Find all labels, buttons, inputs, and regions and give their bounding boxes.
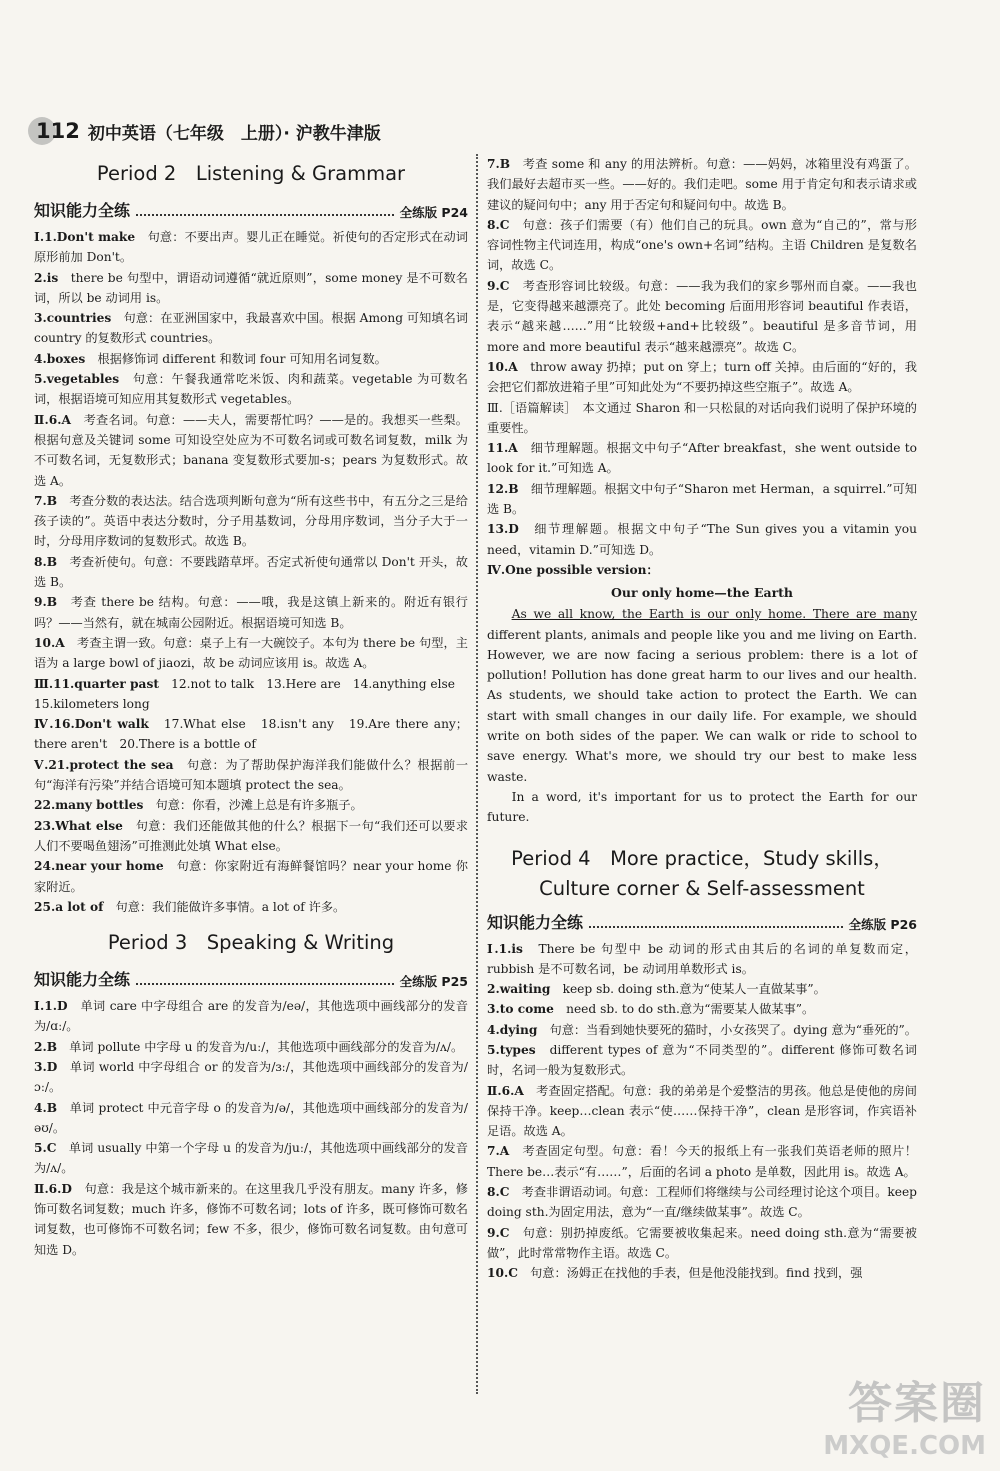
answer-entry: Ⅰ.1.D 单词 care 中字母组合 are 的发音为/eə/，其他选项中画线部分的发音为/ɑː/。 [34, 999, 468, 1034]
item-number: 7.A [487, 1144, 510, 1159]
item-number: Ⅲ.11.quarter past [34, 676, 159, 691]
answer-entry: Ⅱ.6.D 句意：我是这个城市新来的。在这里我几乎没有朋友。many 许多，修饰可数名词复数；much 许多，修饰不可数名词；lots of 许多，既可修饰可数名词复数，也可修饰不可数名词；few 不多，很少，修饰可数名词复数。由句意可知选 D。 [34, 1181, 468, 1257]
watermark-url: MXQE.COM [823, 1431, 986, 1461]
p3-answers [34, 996, 468, 1260]
item-number: 3.countries [34, 311, 112, 326]
section-ref: 全练版 P24 [399, 205, 468, 220]
item-number: 9.B [34, 595, 58, 610]
answer-entry: 7.A 考查固定句型。句意：看！今天的报纸上有一张我们英语老师的照片！There be…表示“有……”，后面的名词 a photo 是单数，因此用 is。故选 A。 [487, 1144, 917, 1179]
p4-section-header [487, 910, 917, 933]
essay-paragraph-2: In a word, it's important for us to protect the Earth for our future. [487, 789, 917, 825]
item-number: 4.dying [487, 1022, 538, 1037]
item-number: 5.C [34, 1141, 57, 1156]
period-2-title: Period 2 Listening & Grammar [96, 162, 406, 185]
answer-entry: 25.a lot of 句意：我们能做许多事情。a lot of 许多。 [34, 899, 346, 914]
answer-entry: 23.What else 句意：我们还能做其他的什么？根据下一句“我们还可以要求人们不要喝鱼翅汤”可推测此处填 What else。 [34, 818, 468, 853]
item-number: 5.vegetables [34, 372, 120, 387]
item-number: Ⅰ.1.D [34, 999, 68, 1014]
item-number: 3.to come [487, 1002, 554, 1017]
item-number: 23.What else [34, 818, 123, 833]
answer-entry: 9.C 考查形容词比较级。句意：——我为我们的家乡鄂州而自豪。——我也是，它变得越来越漂亮了。此处 becoming 后面用形容词 beautiful 作表语，表示“越来越……”用“比较级+and+比较级”。beautiful 是多音节词，用 more and more beautiful 表示“越来越漂亮”。故选 C。 [487, 278, 917, 354]
item-number: 5.types [487, 1042, 536, 1057]
section-ref: 全练版 P25 [399, 974, 468, 990]
item-number: 7.B [34, 493, 58, 508]
item-number: 10.A [34, 635, 65, 650]
item-number: Ⅱ.6.D [34, 1181, 72, 1196]
item-number: 7.B [487, 157, 511, 171]
essay-paragraph-1-rest: different plants, animals and people like you and me living on Earth. However, we are now facing a serious problem: there is a lot of pollution! Pollution has done great harm to our lives and our health. As students, we should take action to protect the Earth. We can start with small changes in our daily life. For example, we should write on both sides of the paper. We can walk or ride to school to save energy. What's more, we should try our best to make less waste. [487, 627, 917, 784]
answer-entry: Ⅱ.6.A 考查名词。句意：——夫人，需要帮忙吗？——是的。我想买一些梨。根据句意及关键词 some 可知设空处应为不可数名词或可数名词复数，milk 为不可数名词，无复数形式；banana 变复数形式要加-s；pears 为复数形式。故选 A。 [34, 412, 468, 488]
answer-entry: 13.D 细节理解题。根据文中句子“The Sun gives you a vitamin you need，vitamin D.”可知选 D。 [487, 522, 917, 557]
site-watermark [823, 1367, 986, 1461]
essay-title: Our only home—the Earth [610, 585, 794, 601]
answer-entry: 4.dying 句意：当看到她快要死的猫时，小女孩哭了。dying 意为“垂死的”。 [487, 1022, 917, 1037]
answer-entry: 4.B 单词 protect 中元音字母 o 的发音为/ə/，其他选项中画线部分的发音为/əʊ/。 [34, 1100, 468, 1135]
watermark-cn: 答案圈 [848, 1378, 986, 1429]
item-number: 8.C [487, 1185, 510, 1200]
answer-entry: 2.is there be 句型中，谓语动词遵循“就近原则”，some money 是不可数名词，所以 be 动词用 is。 [34, 270, 468, 305]
essay-underlined-sentence: As we all know, the Earth is our only home. There are many [511, 607, 917, 622]
essay-paragraph-1 [487, 604, 917, 787]
left-column [34, 154, 468, 1260]
answer-entry: 12.B 细节理解题。根据文中句子“Sharon met Herman，a squirrel.”可知选 B。 [487, 481, 917, 517]
answer-entry: 7.B 考查 some 和 any 的用法辨析。句意：——妈妈，冰箱里没有鸡蛋了。我们最好去超市买一些。——好的。我们走吧。some 用于肯定句和表示请求或建议的疑问句中；any 用于否定句和疑问句中。故选 B。 [487, 157, 917, 212]
book-title: 初中英语（七年级 上册）· 沪教牛津版 [87, 123, 381, 144]
answer-entry: 8.B 考查祈使句。句意：不要践踏草坪。否定式祈使句通常以 Don't 开头，故选 B。 [34, 554, 468, 590]
page-header [34, 116, 381, 146]
item-number: Ⅱ.6.A [34, 412, 71, 427]
item-number: 11.A [487, 441, 518, 456]
section-name: 知识能力全练 [34, 201, 131, 220]
answer-entry: Ⅰ.1.Don't make 句意：不要出声。婴儿正在睡觉。祈使句的否定形式在动词原形前加 Don't。 [34, 230, 468, 265]
answer-entry: 8.C 考查非谓语动词。句意：工程师们将继续与公司经理讨论这个项目。keep doing sth.为固定用法，意为“一直/继续做某事”。故选 C。 [487, 1185, 917, 1220]
item-number: 10.C [487, 1266, 518, 1281]
dotted-leader [136, 983, 394, 985]
answer-entry: 7.B 考查分数的表达法。结合选项判断句意为“所有这些书中，有五分之三是给孩子读的”。英语中表达分数时，分子用基数词，分母用序数词，当分子大于一时，分母用序数词的复数形式。故选 B。 [34, 493, 468, 549]
answer-entry: 10.A 考查主谓一致。句意：桌子上有一大碗饺子。本句为 there be 句型，主语为 a large bowl of jiaozi，故 be 动词应该用 is。故选 A。 [34, 635, 468, 671]
section-name: 知识能力全练 [487, 912, 584, 932]
answer-entry: Ⅰ.1.is There be 句型中 be 动词的形式由其后的名词的单复数而定，rubbish 是不可数名词，be 动词用单数形式 is。 [487, 941, 917, 976]
item-number: 25.a lot of [34, 899, 104, 914]
answer-entry: 9.B 考查 there be 结构。句意：——哦，我是这镇上新来的。附近有银行吗？——当然有，就在城南公园附近。根据语境可知选 B。 [34, 595, 468, 630]
period-4-title-line-1: Period 4 More practice，Study skills， [511, 846, 893, 870]
answer-entry: 10.C 句意：汤姆正在找他的手表，但是他没能找到。find 找到，强 [487, 1266, 863, 1281]
answer-entry: 10.A throw away 扔掉；put on 穿上；turn off 关掉。由后面的“好的，我会把它们都放进箱子里”可知此处为“不要扔掉这些空瓶子”。故选 A。 [487, 359, 917, 395]
section-ref: 全练版 P26 [848, 916, 917, 932]
answer-entry: 9.C 句意：别扔掉废纸。它需要被收集起来。need doing sth.意为“需要被做”，此时常常物作主语。故选 C。 [487, 1225, 917, 1260]
answer-entry: Ⅳ.One possible version： [487, 562, 659, 577]
item-number: 13.D [487, 522, 519, 537]
item-number: 24.near your home [34, 859, 164, 874]
period-4-title-line-2: Culture corner & Self-assessment [539, 876, 865, 900]
answer-entry: Ⅳ.16.Don't walk 17.What else 18.isn't any 19.Are there any；there aren't 20.There is a bottle of [34, 717, 468, 752]
item-number: 22.many bottles [34, 798, 144, 813]
item-number: 9.C [487, 1225, 510, 1240]
answer-entry: Ⅱ.6.A 考查固定搭配。句意：我的弟弟是个爱整洁的男孩。他总是使他的房间保持干净。keep…clean 表示“使……保持干净”，clean 是形容词，作宾语补足语。故选 A。 [487, 1083, 917, 1139]
item-number: 3.D [34, 1059, 58, 1074]
item-number: 8.C [487, 217, 510, 232]
item-number: Ⅳ.16.Don't walk [34, 717, 149, 732]
item-number: Ⅰ.1.Don't make [34, 230, 136, 244]
item-number: 4.boxes [34, 351, 86, 366]
item-number: 8.B [34, 554, 58, 569]
answer-entry: 3.to come need sb. to do sth.意为“需要某人做某事”。 [487, 1002, 815, 1017]
answer-entry: 11.A 细节理解题。根据文中句子“After breakfast，she went outside to look for it.”可知选 A。 [487, 441, 917, 476]
p3-section-header [34, 967, 468, 990]
answer-entry: 15.kilometers long [34, 696, 150, 711]
answer-entry: 5.C 单词 usually 中第一个字母 u 的发音为/juː/，其他选项中画线部分的发音为/ʌ/。 [34, 1141, 468, 1176]
answer-entry: 5.types different types of 意为“不同类型的”。different 修饰可数名词时，名词一般为复数形式。 [487, 1042, 917, 1078]
item-number: Ⅱ.6.A [487, 1083, 524, 1098]
period-3-title: Period 3 Speaking & Writing [107, 931, 395, 955]
item-number: 4.B [34, 1100, 58, 1115]
column-divider [476, 154, 478, 1394]
sample-essay [487, 582, 917, 827]
p2-answers-continued [487, 154, 917, 580]
item-number: 9.C [487, 278, 510, 293]
answer-entry: Ⅲ.11.quarter past 12.not to talk 13.Here are 14.anything else [34, 676, 455, 691]
p2-section-header [34, 198, 468, 221]
answer-entry: Ⅲ.［语篇解读］ 本文通过 Sharon 和一只松鼠的对话向我们说明了保护环境的重要性。 [487, 400, 917, 435]
answer-entry: 24.near your home 句意：你家附近有海鲜餐馆吗？near your home 你家附近。 [34, 859, 468, 894]
answer-entry: 2.B 单词 pollute 中字母 u 的发音为/uː/，其他选项中画线部分的发音为/ʌ/。 [34, 1039, 464, 1054]
dotted-leader [136, 214, 394, 216]
period-4-title [487, 844, 917, 904]
answer-entry: 3.countries 句意：在亚洲国家中，我最喜欢中国。根据 Among 可知填名词 country 的复数形式 countries。 [34, 311, 468, 346]
section-name: 知识能力全练 [34, 970, 131, 990]
item-number: 12.B [487, 481, 519, 496]
item-number: Ⅴ.21.protect the sea [34, 757, 174, 772]
item-number: 10.A [487, 359, 518, 374]
answer-entry: Ⅴ.21.protect the sea 句意：为了帮助保护海洋我们能做什么？根据前一句“海洋有污染”并结合语境可知本题填 protect the sea。 [34, 757, 469, 793]
item-number: 2.B [34, 1039, 58, 1054]
item-number: 2.is [34, 270, 59, 285]
answer-entry: 22.many bottles 句意：你看，沙滩上总是有许多瓶子。 [34, 798, 363, 813]
p4-answers [487, 939, 917, 1284]
answer-entry: 4.boxes 根据修饰词 different 和数词 four 可知用名词复数。 [34, 351, 387, 366]
item-number: Ⅰ.1.is [487, 941, 523, 956]
dotted-leader [589, 926, 843, 928]
item-number: 2.waiting [487, 982, 551, 997]
p2-answers [34, 227, 468, 917]
right-column [487, 154, 917, 1284]
answer-entry: 5.vegetables 句意：午餐我通常吃米饭、肉和蔬菜。vegetable 为可数名词，根据语境可知应用其复数形式 vegetables。 [34, 372, 468, 407]
answer-entry: 3.D 单词 world 中字母组合 or 的发音为/ɜː/，其他选项中画线部分的发音为/ɔː/。 [34, 1059, 468, 1095]
page-number: 112 [36, 119, 80, 143]
answer-entry: 8.C 句意：孩子们需要（有）他们自己的玩具。own 意为“自己的”，常与形容词性物主代词连用，构成“one's own+名词”结构。主语 Children 是复数名词，故选 C。 [487, 217, 917, 273]
answer-entry: 2.waiting keep sb. doing sth.意为“使某人一直做某事”。 [487, 982, 826, 997]
